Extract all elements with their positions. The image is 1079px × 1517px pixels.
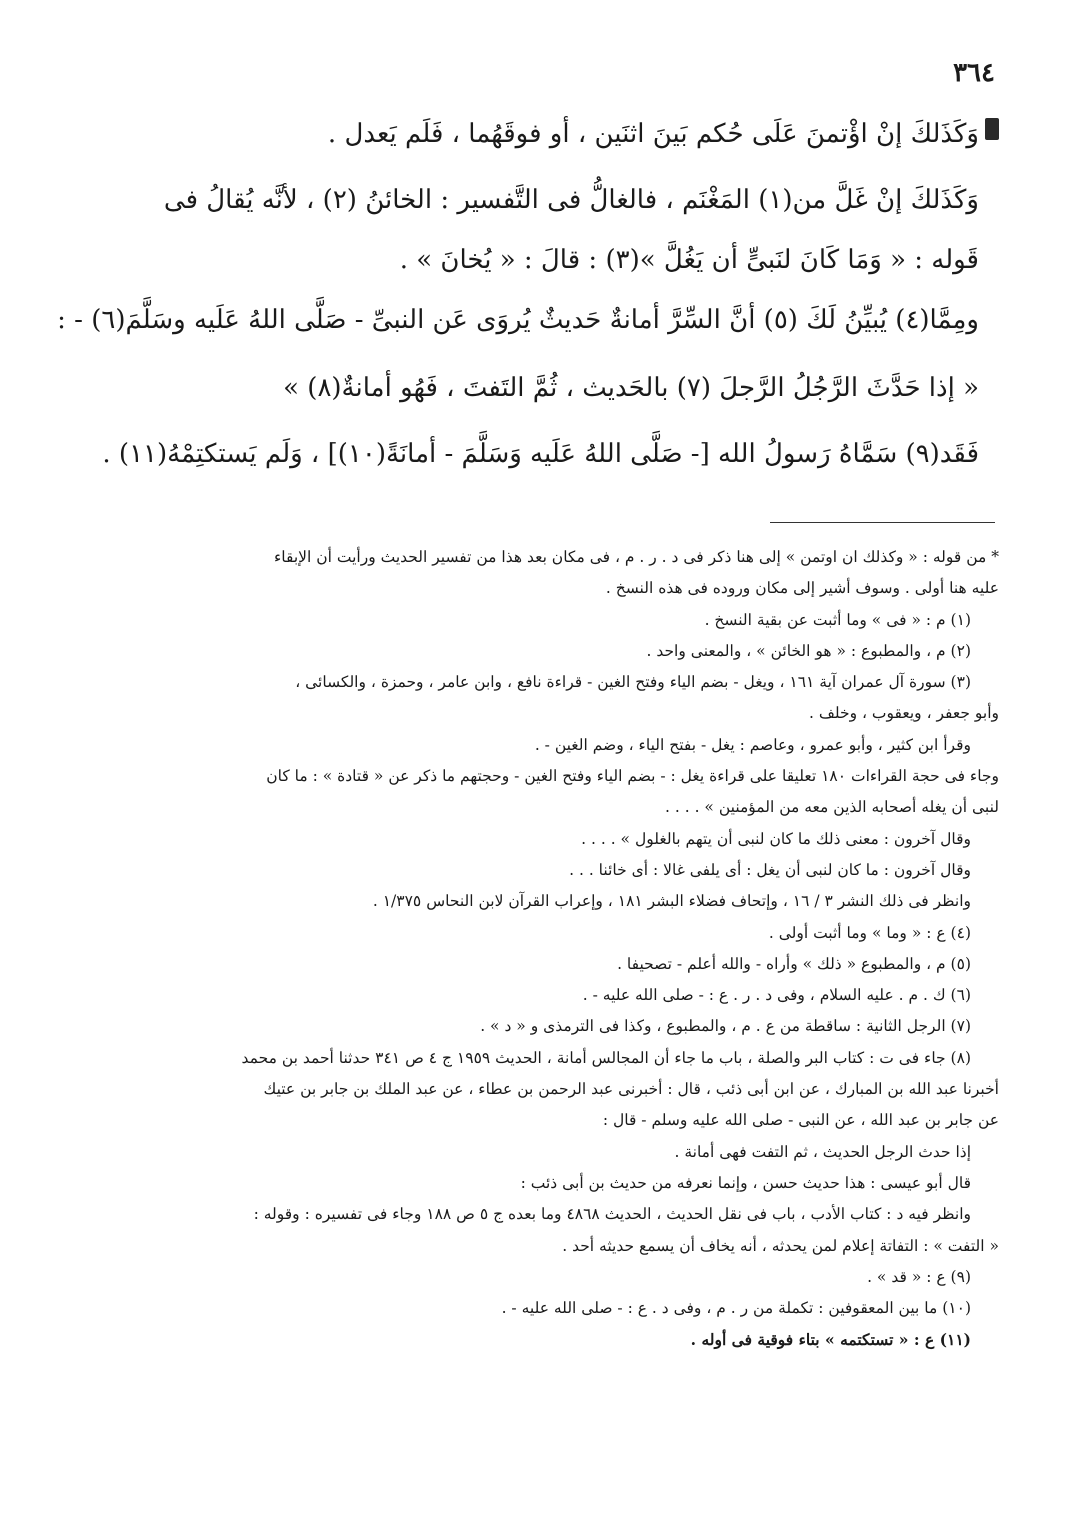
main-text-line-3: قَوله : « وَمَا كَانَ لنَبىٍّ أن يَغُلَّ »(٣) : قالَ : « يُخانَ » . — [399, 245, 979, 275]
main-text-line-4: ومِمَّا(٤) يُبيِّنُ لَكَ (٥) أنَّ السِّرَّ أمانةٌ حَديثٌ يُروَى عَن النبىِّ - صَلَّى اللهُ عَلَيه وسَلَّمَ(٦) - : — [57, 305, 979, 335]
footnote-line: (٨) جاء فى ت : كتاب البر والصلة ، باب ما جاء أن المجالس أمانة ، الحديث ١٩٥٩ ج ٤ ص ٣٤١ حدثنا أحمد بن محمد — [241, 1048, 971, 1067]
footnote-line: عليه هنا أولى . وسوف أشير إلى مكان وروده فى هذه النسخ . — [605, 579, 999, 598]
footnote-line: « التفت » : التفاتة إعلام لمن يحدثه ، أنه يخاف أن يسمع حديثه أحد . — [562, 1236, 999, 1255]
footnote-line: (٦) ك . م . عليه السلام ، وفى د . ر . ع : - صلى الله عليه - . — [582, 986, 971, 1005]
main-text-line-5: « إذا حَدَّثَ الرَّجُلُ الرَّجلَ (٧) بالحَديث ، ثُمَّ التَفتَ ، فَهُو أمانةٌ(٨) » — [283, 373, 979, 403]
footnote-line: (٧) الرجل الثانية : ساقطة من ع . م ، والمطبوع ، وكذا فى الترمذى و « د » . — [480, 1017, 971, 1036]
section-marker-icon — [985, 118, 999, 140]
footnote-line: (١) م : « فى » وما أثبت عن بقية النسخ . — [704, 610, 971, 629]
footnote-line: أخبرنا عبد الله بن المبارك ، عن ابن أبى ذئب ، قال : أخبرنى عبد الرحمن بن عطاء ، عن عبد الملك بن جابر بن عتيك — [263, 1080, 999, 1099]
footnotes — [69, 542, 999, 1356]
footnote-line: وانظر فى ذلك النشر ٣ / ١٦ ، وإتحاف فضلاء البشر ١٨١ ، وإعراب القرآن لابن النحاس ١/٣٧٥ . — [372, 892, 971, 911]
footnote-line: وقال آخرون : ما كان لنبى أن يغل : أى يلفى غالا : أى خائنا . . . — [569, 860, 971, 879]
footnote-line: (٥) م ، والمطبوع « ذلك » وأراه - والله أعلم - تصحيفا . — [617, 954, 971, 973]
main-text-line-1: وَكَذَلكَ إنْ اؤْتمنَ عَلَى حُكم بَينَ اثنَين ، أو فوقَهُما ، فَلَم يَعدل . — [327, 119, 979, 149]
footnote-line: إذا حدث الرجل الحديث ، ثم التفت فهى أمانة . — [674, 1142, 971, 1161]
footnote-line: * من قوله : « وكذلك ان اوتمن » إلى هنا ذكر فى د . ر . م ، فى مكان بعد هذا من تفسير الحديث ورأيت أن الإبقاء — [274, 548, 999, 566]
footnote-line: (٢) م ، والمطبوع : « هو الخائن » ، والمعنى واحد . — [646, 641, 971, 660]
main-text-line-6: فَقَد(٩) سَمَّاهُ رَسولُ الله [- صَلَّى اللهُ عَلَيه وَسَلَّمَ - أمانَةً(١٠)] ، وَلَم يَستكتِمْهُ(١١) . — [102, 439, 979, 469]
footnote-line: (١٠) ما بين المعقوفين : تكملة من ر . م ، وفى د . ع : - صلى الله عليه - . — [501, 1299, 971, 1318]
footnote-line: (٩) ع : « قد » . — [867, 1267, 971, 1286]
main-text-line-2: وَكَذَلكَ إنْ غَلَّ من(١) المَغْنَم ، فالغالُّ فى التَّفسير : الخائنُ (٢) ، لأنَّه يُقالُ فى — [163, 185, 979, 215]
page-number: ٣٦٤ — [953, 58, 995, 88]
footnote-line: وقال آخرون : معنى ذلك ما كان لنبى أن يتهم بالغلول » . . . . — [581, 829, 971, 848]
footnote-line: (١١) ع : « تستكتمه » بتاء فوقية فى أوله . — [690, 1330, 971, 1350]
footnote-line: وقرأ ابن كثير ، وأبو عمرو ، وعاصم : يغل - بفتح الياء ، وضم الغين - . — [534, 735, 971, 754]
footnote-line: (٣) سورة آل عمران آية ١٦١ ، ويغل - بضم الياء وفتح الغين - قراءة نافع ، وابن عامر ، وحمزة ، والكسائى ، — [295, 673, 971, 692]
footnote-line: عن جابر بن عبد الله ، عن النبى - صلى الله عليه وسلم - قال : — [602, 1111, 999, 1130]
footnote-divider — [770, 522, 995, 523]
footnote-line: قال أبو عيسى : هذا حديث حسن ، وإنما نعرفه من حديث بن أبى ذئب : — [520, 1173, 971, 1192]
footnote-line: (٤) ع : « وما » وما أثبت أولى . — [768, 923, 971, 942]
footnote-line: وأبو جعفر ، ويعقوب ، وخلف . — [808, 704, 999, 723]
footnote-line: وانظر فيه د : كتاب الأدب ، باب فى نقل الحديث ، الحديث ٤٨٦٨ وما بعده ج ٥ ص ١٨٨ وجاء فى تفسيره : وقوله : — [253, 1205, 971, 1224]
footnote-line: وجاء فى حجة القراءات ١٨٠ تعليقا على قراءة يغل : - بضم الياء وفتح الغين - وحجتهم ما ذكر عن « قتادة » : ما كان — [266, 767, 999, 786]
footnote-line: لنبى أن يغله أصحابه الذين معه من المؤمنين » . . . . — [665, 798, 999, 817]
